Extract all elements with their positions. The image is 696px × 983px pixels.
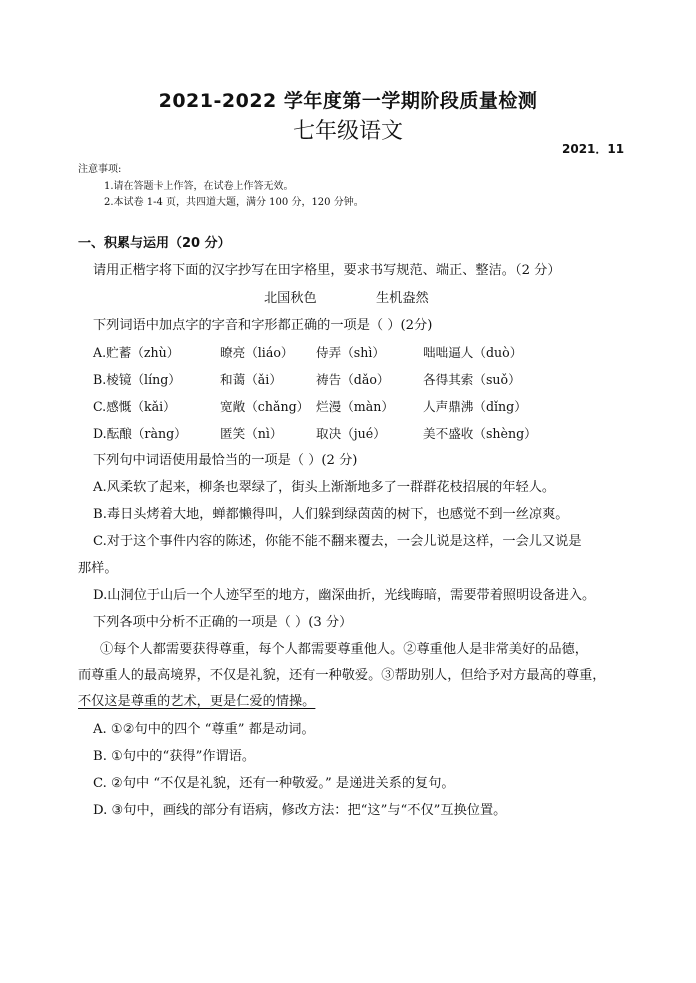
option-c-word: 烂漫（màn） [316,399,394,414]
question-prompt: 请用正楷字将下面的汉字抄写在田字格里，要求书写规范、端正、整洁。（2 分） [93,263,561,278]
option-c-word: C.感慨（kǎi） [93,399,176,414]
option-a-word: A.贮蓄（zhù） [93,345,180,360]
option-d-word: 美不盛收（shèng） [423,426,537,441]
option-text: A.风柔软了起来，柳条也翠绿了，街头上渐渐地多了一群群花枝招展的年轻人。 [93,480,556,495]
passage-line: ①每个人都需要获得尊重，每个人都需要尊重他人。②尊重他人是非常美好的品德， [100,642,588,657]
copy-word: 生机盎然 [376,291,429,306]
option-a-word: 侍弄（shì） [316,345,385,360]
question-prompt: 下列句中词语使用最恰当的一项是（ ）(2 分) [93,453,358,468]
option-c-word: 宽敞（chǎng） [220,399,310,414]
option-b-word: B.棱镜（líng） [93,372,181,387]
passage-line: 而尊重人的最高境界，不仅是礼貌，还有一种敬爱。③帮助别人，但给予对方最高的尊重， [78,668,606,683]
exam-title: 2021-2022 学年度第一学期阶段质量检测 [158,90,538,112]
copy-word: 北国秋色 [264,291,317,306]
notes-heading: 注意事项: [78,164,122,175]
option-text: B. ①句中的“获得”作谓语。 [93,749,256,764]
notes-item: 1.请在答题卡上作答，在试卷上作答无效。 [104,181,294,192]
option-c-word: 人声鼎沸（dǐng） [423,399,527,414]
option-text: B.毒日头烤着大地，蝉都懒得叫，人们躲到绿茵茵的树下，也感觉不到一丝凉爽。 [93,507,569,522]
question-prompt: 下列词语中加点字的字音和字形都正确的一项是（ ）(2分) [93,318,433,333]
option-d-word: 取决（jué） [316,426,386,441]
exam-subject: 七年级语文 [292,119,403,144]
option-d-word: 匿笑（nì） [220,426,283,441]
option-b-word: 各得其索（suǒ） [423,372,521,387]
option-b-word: 祷告（dǎo） [316,372,390,387]
option-a-word: 咄咄逼人（duò） [423,345,523,360]
option-text: C. ②句中 “不仅是礼貌，还有一种敬爱。” 是递进关系的复句。 [93,776,455,791]
exam-date: 2021．11 [562,142,625,156]
option-text: D.山洞位于山后一个人迹罕至的地方，幽深曲折，光线晦暗，需要带着照明设备进入。 [93,588,596,603]
question-prompt: 下列各项中分析不正确的一项是（ ）(3 分） [93,615,353,630]
option-b-word: 和蔼（ǎi） [220,372,282,387]
option-d-word: D.酝酿（ràng） [93,426,187,441]
option-text: C.对于这个事件内容的陈述，你能不能不翻来覆去，一会儿说是这样，一会儿又说是 [93,534,582,549]
option-text: A. ①②句中的四个 “尊重” 都是动词。 [93,722,315,737]
option-a-word: 暸亮（liáo） [220,345,294,360]
passage-line-underlined: 不仅这是尊重的艺术，更是仁爱的情操。 [78,694,316,709]
section-heading: 一、积累与运用（20 分） [78,236,231,251]
option-text: D. ③句中，画线的部分有语病，修改方法：把“这”与“不仅”互换位置。 [93,803,507,818]
notes-item: 2.本试卷 1-4 页，共四道大题，满分 100 分，120 分钟。 [104,197,364,208]
option-text-continued: 那样。 [78,561,118,576]
